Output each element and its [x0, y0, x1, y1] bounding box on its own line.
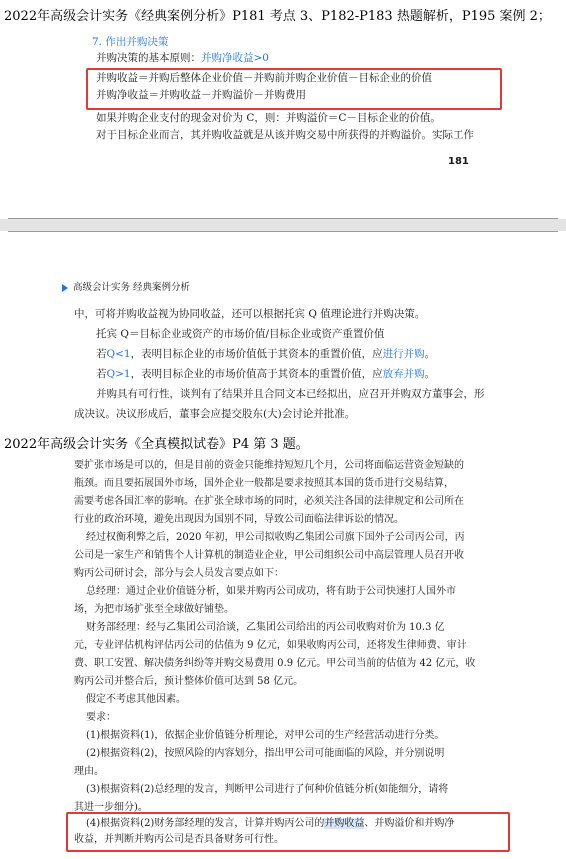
exam-text-line: 总经理：通过企业价值链分析，如果并购丙公司成功，将有助于公司快速打人国外市: [86, 586, 456, 597]
cash-consideration-line: 如果并购企业支付的现金对价为 C，则：并购溢价＝C－目标企业的价值。: [96, 112, 441, 124]
tobin-formula: 托宾 Q＝目标企业或资产的市场价值/目标企业或资产重置价值: [96, 328, 385, 340]
decision-keyword: 进行并购: [382, 348, 425, 360]
formula-merger-gain: 并购收益＝并购后整体企业价值－并购前并购企业价值－目标企业的价值: [96, 72, 432, 84]
tobin-greater-than-one: [96, 368, 435, 381]
exam-text-line: 财务部经理：经与乙集团公司洽谈，乙集团公司给出的丙公司收购对价为 10.3 亿: [86, 622, 445, 633]
decision-keyword: 放弃并购: [382, 368, 425, 380]
text-segment: 若: [96, 348, 107, 360]
exam-question-excerpt: [8, 452, 558, 857]
exam-text-line: 瓶颈。而且要拓展国外市场，国外企业一般都是要求按照其本国的货币进行交易结算，: [74, 478, 454, 489]
exam-text-line: 场，为把市场扩张至全球做好铺垫。: [74, 604, 234, 615]
exam-text-line: 收益，并判断并购丙公司是否具备财务可行性。: [74, 834, 284, 845]
exam-requirement-4: [86, 818, 454, 830]
basic-principle-rule: 并购净收益>0: [201, 52, 269, 64]
basic-principle-prefix: 并购决策的基本原则：: [96, 52, 201, 64]
feasibility-line: 并购具有可行性，谈判有了结果并且合同文本已经拟出，应召开并购双方董事会，形: [96, 388, 485, 400]
exam-text-line: 行业的政治环境，避免出现因为国别不同，导致公司面临法律诉讼的情况。: [74, 514, 404, 525]
target-company-line: 对于目标企业而言，其并购收益就是从该并购交易中所获得的并购溢价。实际工作: [96, 129, 474, 141]
exam-text-line: 其进一步细分)。: [74, 802, 148, 813]
exam-requirement: (2)根据资料(2)，按照风险的内容划分，指出甲公司可能面临的风险，并分别说明: [86, 748, 445, 759]
page-182-excerpt: [8, 231, 558, 430]
text-segment: (4)根据资料(2)财务部经理的发言，计算并购丙公司的: [86, 818, 325, 829]
text-segment: ，表明目标企业的市场价值高于其资本的重置价值，应: [130, 368, 383, 380]
exam-text-line: 元，专业评估机构评估丙公司的估值为 9 亿元，如果收购丙公司，还将发生律师费、审计: [74, 640, 467, 651]
exam-text-line: 要求：: [86, 712, 116, 723]
exam-text-line: 公司是一家生产和销售个人计算机的制造业企业，甲公司组织公司中高层管理人员召开收: [74, 550, 464, 561]
text-segment: 若: [96, 368, 107, 380]
highlighted-term: 并购收益: [324, 818, 365, 829]
text-segment: 、并购溢价和并购净: [364, 818, 455, 829]
formula-net-merger-gain: 并购净收益＝并购收益－并购溢价－并购费用: [96, 89, 306, 101]
triangle-icon: [62, 284, 68, 292]
exam-text-line: 经过权衡利弊之后，2020 年初，甲公司拟收购乙集团公司旗下国外子公司丙公司，丙: [86, 532, 465, 543]
page-number: 181: [448, 156, 469, 167]
running-header-text: 高级会计实务 经典案例分析: [73, 282, 191, 293]
tobin-intro: 中，可将并购收益视为协同收益，还可以根据托宾 Q 值理论进行并购决策。: [74, 308, 426, 320]
q-condition: Q<1: [106, 348, 131, 360]
running-header: [62, 279, 190, 293]
exam-text-line: 费、职工安置、解决债务纠纷等并购交易费用 0.9 亿元。甲公司当前的估值为 42 亿元，收: [74, 658, 476, 669]
text-segment: 。: [424, 348, 436, 360]
exam-text-line: 购丙公司并整合后，预计整体价值可达到 58 亿元。: [74, 676, 304, 687]
exam-text-line: 需要考虑各国汇率的影响。在扩张全球市场的同时，必须关注各国的法律规定和公司所在: [74, 496, 464, 507]
text-segment: ，表明目标企业的市场价值低于其资本的重置价值，应: [130, 348, 383, 360]
exam-text-line: 购丙公司研讨会，部分与会人员发言要点如下：: [74, 568, 284, 579]
page-separator: [0, 219, 566, 231]
q-condition: Q>1: [106, 368, 131, 380]
section-title: 7. 作出并购决策: [92, 36, 169, 48]
exam-requirement: (3)根据资料(2)总经理的发言，判断甲公司进行了何种价值链分析(如能细分，请将: [86, 784, 449, 795]
text-segment: 。: [424, 368, 436, 380]
page-181-excerpt: [8, 30, 558, 219]
source-header-1: 2022年高级会计实务《经典案例分析》P181 考点 3、P182-P183 热题解析，P195 案例 2；: [4, 9, 551, 24]
basic-principle: [96, 52, 269, 65]
resolution-line: 成决议。决议形成后，董事会应提交股东(大)会讨论并批准。: [74, 408, 356, 420]
exam-text-line: 要扩张市场是可以的，但是目前的资金只能维持短短几个月，公司将面临运营资金短缺的: [74, 460, 464, 471]
exam-text-line: 理由。: [74, 766, 104, 777]
exam-requirement: (1)根据资料(1)，依据企业价值链分析理论，对甲公司的生产经营活动进行分类。: [86, 730, 445, 741]
exam-text-line: 假定不考虑其他因素。: [86, 694, 186, 705]
tobin-less-than-one: [96, 348, 435, 361]
source-header-2: 2022年高级会计实务《全真模拟试卷》P4 第 3 题。: [4, 437, 309, 452]
